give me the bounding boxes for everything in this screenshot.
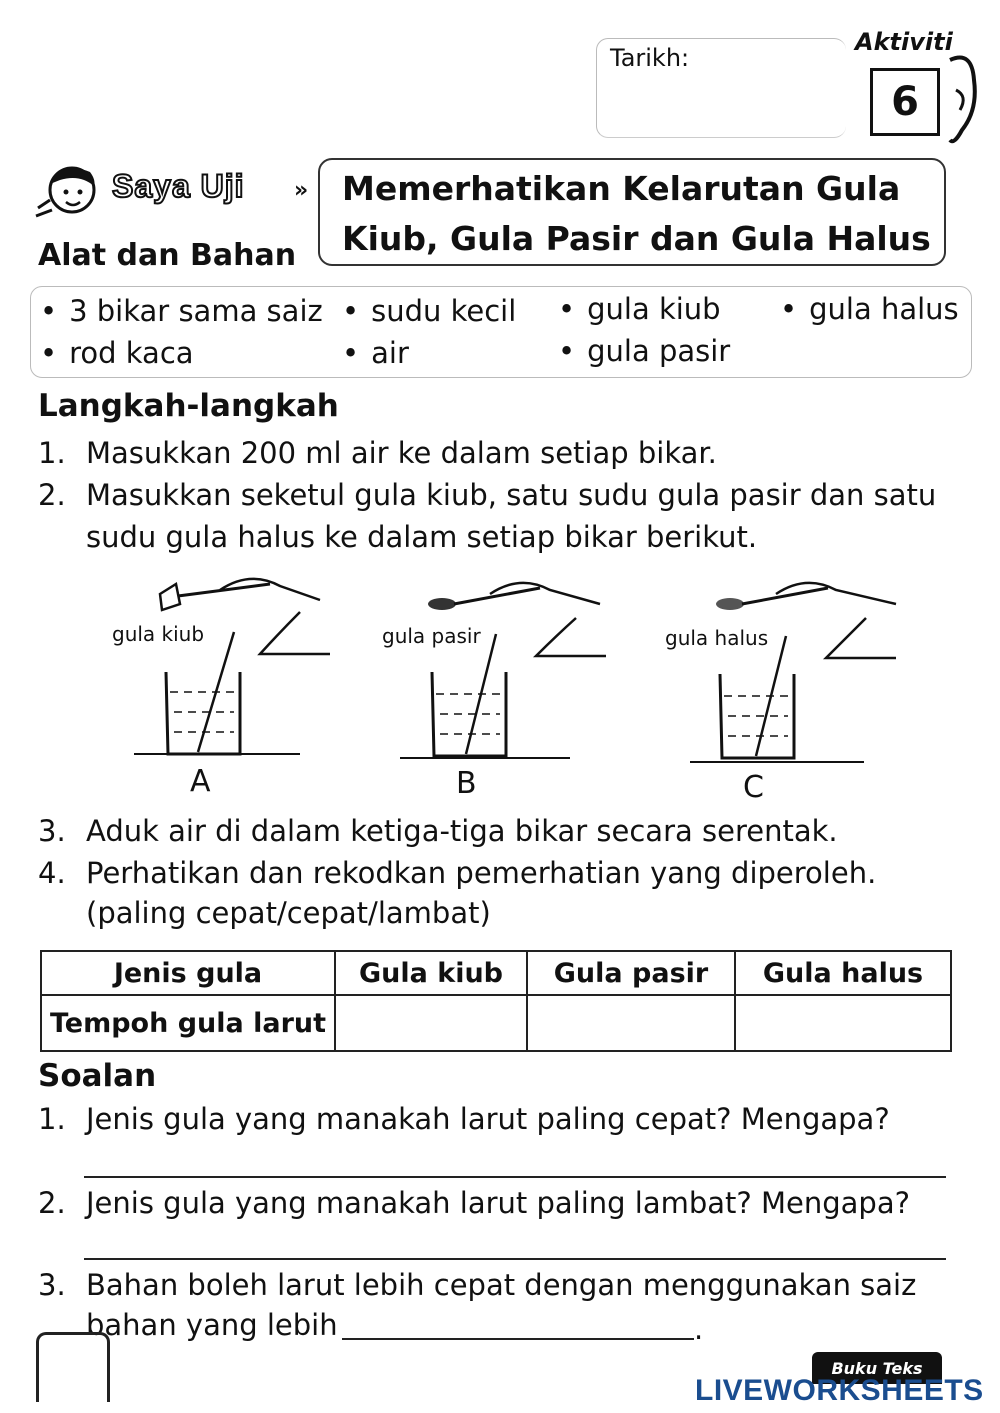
question-text: Jenis gula yang manakah larut paling lambat? Mengapa?	[86, 1186, 911, 1220]
step-text: Aduk air di dalam ketiga-tiga bikar secara serentak.	[86, 814, 838, 848]
hand-icon	[220, 579, 330, 654]
table-header: Jenis gula	[40, 950, 336, 996]
questions-heading: Soalan	[38, 1058, 157, 1094]
step-text: Masukkan 200 ml air ke dalam setiap bikar.	[86, 436, 717, 470]
child-mascot-icon	[30, 150, 110, 230]
step-number: 3.	[38, 814, 66, 848]
sugar-cube-icon	[160, 584, 180, 610]
beaker-letter: A	[190, 764, 211, 799]
beaker-letter: B	[456, 766, 477, 801]
beaker-letter: C	[743, 770, 764, 805]
activity-label: Aktiviti	[855, 28, 953, 56]
beaker-b	[400, 583, 606, 758]
material-item: • air	[342, 336, 409, 370]
materials-heading: Alat dan Bahan	[38, 238, 297, 273]
answer-line-2[interactable]	[84, 1258, 946, 1260]
beaker-a	[134, 579, 330, 754]
table-header: Gula kiub	[334, 950, 528, 996]
beaker-sugar-label: gula halus	[665, 626, 769, 650]
beaker-sugar-label: gula pasir	[382, 624, 481, 648]
table-header: Gula halus	[734, 950, 952, 996]
answer-cell-gula-halus[interactable]	[734, 994, 952, 1052]
answer-line-1[interactable]	[84, 1176, 946, 1178]
beaker-diagram	[100, 572, 920, 812]
step-text: Masukkan seketul gula kiub, satu sudu gula pasir dan satu	[86, 478, 937, 512]
date-label: Tarikh:	[610, 44, 690, 72]
question-number: 1.	[38, 1102, 66, 1136]
mascot-hand-icon	[942, 50, 982, 150]
question-text: Bahan boleh larut lebih cepat dengan menggunakan saiz	[86, 1268, 917, 1302]
publisher-logo: Buku Teks	[812, 1352, 942, 1384]
liveworksheets-brand: LIVEWORKSHEETS	[695, 1374, 984, 1407]
material-item: • gula kiub	[558, 292, 721, 326]
beaker-c	[690, 583, 896, 762]
saya-uji-badge: Saya Uji	[112, 168, 245, 204]
spoon-icon	[428, 598, 456, 610]
step-text: Perhatikan dan rekodkan pemerhatian yang diperoleh.	[86, 856, 877, 890]
question-text: bahan yang lebih	[86, 1308, 338, 1342]
spoon-icon	[716, 598, 744, 610]
answer-line-3[interactable]	[342, 1338, 694, 1340]
activity-title: Memerhatikan Kelarutan Gula Kiub, Gula Pasir dan Gula Halus	[342, 169, 931, 258]
table-row-label: Tempoh gula larut	[40, 994, 336, 1052]
material-item: • rod kaca	[40, 336, 194, 370]
beaker-sugar-label: gula kiub	[112, 622, 205, 646]
material-item: • gula halus	[780, 292, 959, 326]
material-item: • 3 bikar sama saiz	[40, 294, 323, 328]
question-text: Jenis gula yang manakah larut paling cepat? Mengapa?	[86, 1102, 890, 1136]
step-text: sudu gula halus ke dalam setiap bikar berikut.	[86, 520, 758, 554]
question-number: 3.	[38, 1268, 66, 1302]
observation-table	[40, 950, 952, 1062]
step-text: (paling cepat/cepat/lambat)	[86, 896, 491, 930]
material-item: • gula pasir	[558, 334, 730, 368]
answer-cell-gula-kiub[interactable]	[334, 994, 528, 1052]
answer-cell-gula-pasir[interactable]	[526, 994, 736, 1052]
table-header: Gula pasir	[526, 950, 736, 996]
steps-heading: Langkah-langkah	[38, 388, 339, 424]
step-number: 4.	[38, 856, 66, 890]
note-box	[36, 1332, 110, 1402]
step-number: 1.	[38, 436, 66, 470]
activity-number: 6	[870, 68, 940, 136]
question-end-period: .	[694, 1312, 704, 1346]
step-number: 2.	[38, 478, 66, 512]
question-number: 2.	[38, 1186, 66, 1220]
double-arrow-icon: »	[294, 178, 309, 203]
material-item: • sudu kecil	[342, 294, 516, 328]
